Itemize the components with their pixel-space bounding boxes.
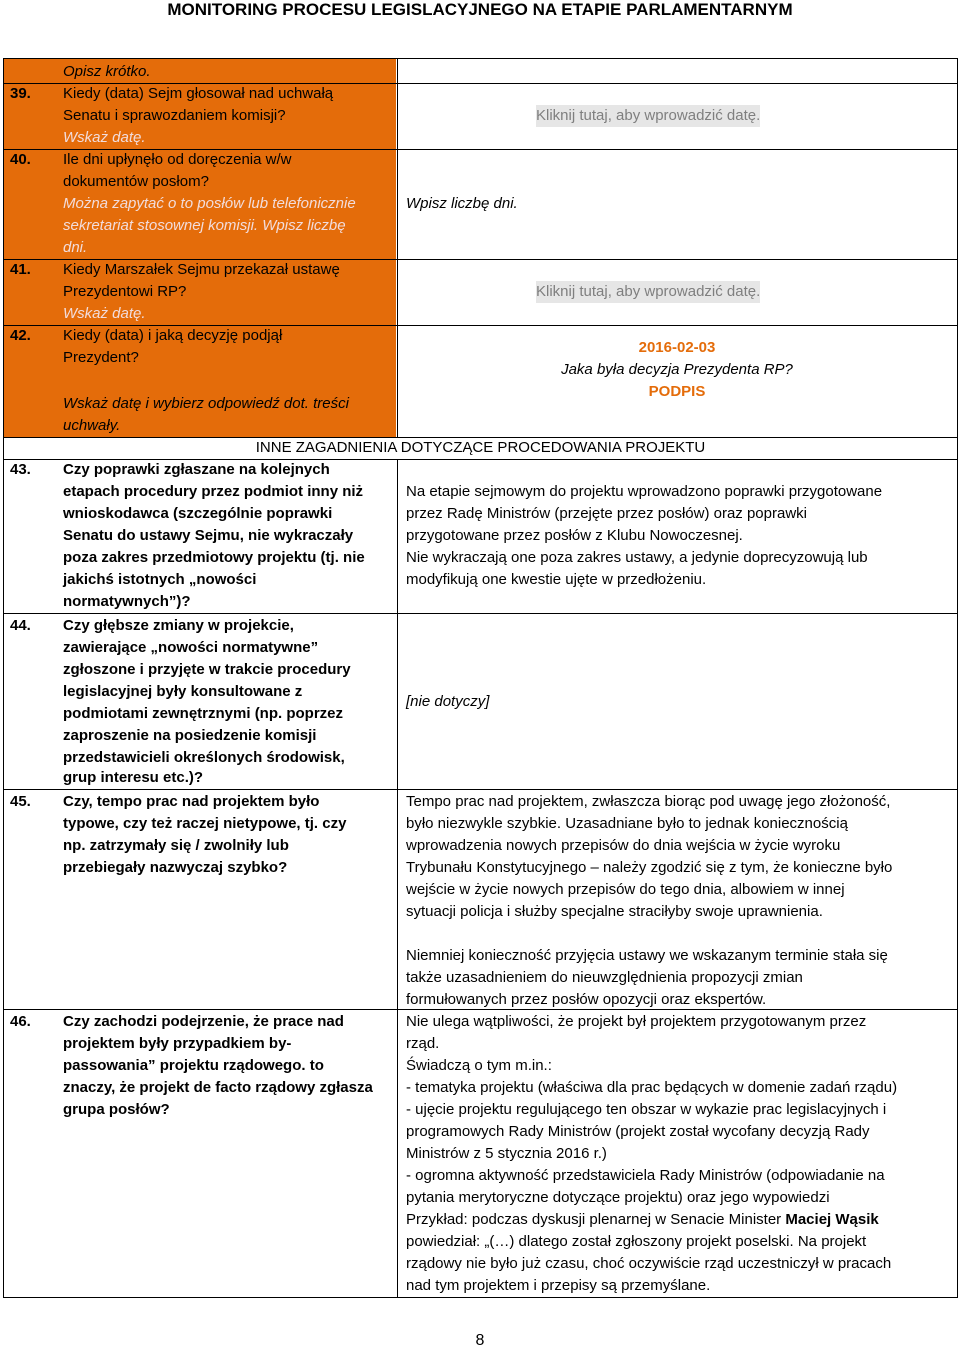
answer-text: [nie dotyczy]: [406, 693, 490, 710]
answer-line: modyfikują one kwestie ujęte w przedłożeniu.: [406, 571, 707, 588]
answer-line: rządowy nie było już czasu, choć oczywiście rząd uczestniczył w pracach: [406, 1255, 892, 1272]
hint-text: uchwały.: [63, 417, 121, 434]
row-number: 39.: [10, 85, 31, 102]
question-line: legislacyjnej były konsultowane z: [63, 683, 303, 700]
row-number: 42.: [10, 327, 31, 344]
date-picker-field[interactable]: Kliknij tutaj, aby wprowadzić datę.: [536, 105, 760, 127]
answer-line: Tempo prac nad projektem, zwłaszcza biorąc pod uwagę jego złożoność,: [406, 793, 891, 810]
hint-text: Wskaż datę i wybierz odpowiedź dot. treści: [63, 395, 349, 412]
question-line: przebiegały nazwyczaj szybko?: [63, 859, 288, 876]
answer-line: - ogromna aktywność przedstawiciela Rady Ministrów (odpowiadanie na: [406, 1167, 885, 1184]
question-line: Czy, tempo prac nad projektem było: [63, 793, 320, 810]
question-line: typowe, czy też raczej nietypowe, tj. czy: [63, 815, 347, 832]
answer-line: pytania merytoryczne dotyczące projektu) oraz jego wypowiedzi: [406, 1189, 830, 1206]
question-line: poza zakres przedmiotowy projektu (tj. nie: [63, 549, 365, 566]
answer-line: Trybunału Konstytucyjnego – należy zgodzić się z tym, że konieczne było: [406, 859, 893, 876]
column-divider-bottom: [397, 459, 398, 1298]
question-line: znaczy, że projekt de facto rządowy zgłasza: [63, 1079, 373, 1096]
decision-question: Jaka była decyzja Prezydenta RP?: [561, 361, 793, 378]
answer-line: powiedział: „(…) dlatego został zgłoszony projekt poselski. Na projekt: [406, 1233, 867, 1250]
hint-text: Opisz krótko.: [63, 63, 151, 80]
question-line: Senatu do ustawy Sejmu, nie wykraczały: [63, 527, 354, 544]
hint-text: sekretariat stosownej komisji. Wpisz liczbę: [63, 217, 346, 234]
question-text: Ile dni upłynęło od doręczenia w/w: [63, 151, 292, 168]
question-line: podmiotami zewnętrznymi (np. poprzez: [63, 705, 344, 722]
table-border-bottom: [3, 1297, 958, 1298]
question-text: Kiedy (data) i jaką decyzję podjął: [63, 327, 283, 344]
decision-date-field[interactable]: 2016-02-03: [638, 339, 716, 356]
answer-line: wejście w życie nowych przepisów do tego dnia, albowiem w innej: [406, 881, 845, 898]
question-line: grup interesu etc.)?: [63, 769, 204, 786]
question-line: passowania” projektu rządowego. to: [63, 1057, 324, 1074]
row-divider: [3, 789, 958, 790]
answer-line: - ujęcie projektu regulującego ten obszar w wykazie prac legislacyjnych i: [406, 1101, 887, 1118]
question-line: Czy głębsze zmiany w projekcie,: [63, 617, 294, 634]
date-picker-field[interactable]: Kliknij tutaj, aby wprowadzić datę.: [536, 281, 760, 303]
answer-example: [406, 1209, 879, 1231]
row-number: 40.: [10, 151, 31, 168]
question-line: Czy poprawki zgłaszane na kolejnych: [63, 461, 330, 478]
answer-line: przez Radę Ministrów (przejęte przez posłów) oraz poprawki: [406, 505, 807, 522]
question-text: Prezydentowi RP?: [63, 283, 187, 300]
row-number: 44.: [10, 617, 31, 634]
question-line: Czy zachodzi podejrzenie, że prace nad: [63, 1013, 344, 1030]
answer-line: Świadczą o tym m.in.:: [406, 1057, 552, 1074]
question-line: normatywnych”)?: [63, 593, 191, 610]
minister-name: Maciej Wąsik: [785, 1211, 879, 1228]
answer-line: Niemniej konieczność przyjęcia ustawy we wskazanym terminie stała się: [406, 947, 888, 964]
question-text: Kiedy Marszałek Sejmu przekazał ustawę: [63, 261, 340, 278]
answer-line: - tematyka projektu (właściwa dla prac będących w domenie zadań rządu): [406, 1079, 898, 1096]
answer-line: wprowadzenia nowych przepisów do dnia wejścia w życie wyroku: [406, 837, 841, 854]
question-text: dokumentów posłom?: [63, 173, 209, 190]
answer-line: Na etapie sejmowym do projektu wprowadzono poprawki przygotowane: [406, 483, 883, 500]
answer-line: programowych Rady Ministrów (projekt został wycofany decyzją Rady: [406, 1123, 870, 1140]
row-divider: [3, 613, 958, 614]
hint-text: Wskaż datę.: [63, 129, 146, 146]
answer-line: przygotowane przez posłów z Klubu Nowoczesnej.: [406, 527, 743, 544]
answer-example-prefix: Przykład: podczas dyskusji plenarnej w Senacie Minister: [406, 1211, 786, 1228]
question-line: wnioskodawca (szczególnie poprawki: [63, 505, 333, 522]
answer-line: Nie ulega wątpliwości, że projekt był projektem przygotowanym przez: [406, 1013, 867, 1030]
decision-dropdown[interactable]: PODPIS: [648, 383, 706, 400]
row-number: 43.: [10, 461, 31, 478]
question-text: Prezydent?: [63, 349, 139, 366]
table-border-right: [957, 58, 958, 1298]
answer-line: sytuacji policja i służby specjalne straciłyby swoje uprawnienia.: [406, 903, 823, 920]
answer-line: także uzasadnieniem do nieuwzględnienia propozycji zmian: [406, 969, 803, 986]
hint-text: Można zapytać o to posłów lub telefonicznie: [63, 195, 356, 212]
page-number: 8: [475, 1332, 485, 1349]
answer-line: nad tym projektem i przepisy są przemyślane.: [406, 1277, 711, 1294]
row-number: 41.: [10, 261, 31, 278]
question-line: zgłoszone i przyjęte w trakcie procedury: [63, 661, 351, 678]
question-line: przedstawicieli określonych środowisk,: [63, 749, 345, 766]
row-number: 45.: [10, 793, 31, 810]
answer-line: było niezwykle szybkie. Uzasadniane było to jednak koniecznością: [406, 815, 848, 832]
page-header: MONITORING PROCESU LEGISLACYJNEGO NA ETAPIE PARLAMENTARNYM: [167, 0, 793, 19]
answer-line: Ministrów z 5 stycznia 2016 r.): [406, 1145, 607, 1162]
question-text: Kiedy (data) Sejm głosował nad uchwałą: [63, 85, 334, 102]
question-line: grupa posłów?: [63, 1101, 170, 1118]
question-line: zawierające „nowości normatywne”: [63, 639, 319, 656]
table-border-left: [3, 58, 4, 1298]
hint-text: Wskaż datę.: [63, 305, 146, 322]
hint-text: dni.: [63, 239, 88, 256]
question-line: np. zatrzymały się / zwolniły lub: [63, 837, 289, 854]
answer-line: rząd.: [406, 1035, 440, 1052]
question-line: zaproszenie na posiedzenie komisji: [63, 727, 317, 744]
question-line: etapach procedury przez podmiot inny niż: [63, 483, 364, 500]
number-input-field[interactable]: Wpisz liczbę dni.: [406, 195, 518, 212]
question-line: projektem były przypadkiem by-: [63, 1035, 292, 1052]
row-number: 46.: [10, 1013, 31, 1030]
table-border-top: [3, 58, 958, 59]
answer-line: Nie wykraczają one poza zakres ustawy, a jedynie doprecyzowują lub: [406, 549, 868, 566]
section-title: INNE ZAGADNIENIA DOTYCZĄCE PROCEDOWANIA PROJEKTU: [255, 439, 706, 456]
question-text: Senatu i sprawozdaniem komisji?: [63, 107, 286, 124]
question-line: jakichś istotnych „nowości: [63, 571, 257, 588]
answer-line: formułowanych przez posłów opozycji oraz ekspertów.: [406, 991, 767, 1008]
